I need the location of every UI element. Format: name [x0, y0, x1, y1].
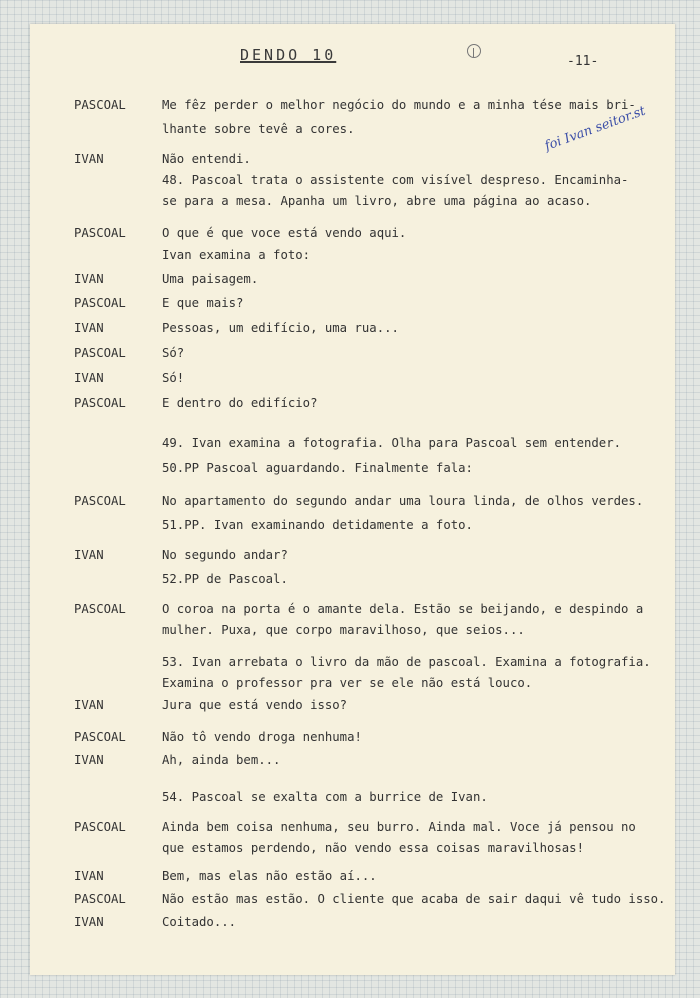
speaker-name: IVAN: [74, 869, 104, 883]
speaker-name: IVAN: [74, 915, 104, 929]
script-line: Coitado...: [162, 915, 237, 929]
punch-hole-mark: [467, 44, 481, 58]
speaker-name: PASCOAL: [74, 296, 126, 310]
script-line: Uma paisagem.: [162, 272, 259, 286]
script-line: No apartamento do segundo andar uma loura linda, de olhos verdes.: [162, 494, 644, 508]
script-line: 54. Pascoal se exalta com a burrice de Ivan.: [162, 790, 488, 804]
script-line: Me fêz perder o melhor negócio do mundo e a minha tése mais bri-: [162, 98, 636, 112]
script-line: 49. Ivan examina a fotografia. Olha para Pascoal sem entender.: [162, 436, 622, 450]
script-line: Ah, ainda bem...: [162, 753, 281, 767]
script-line: E dentro do edifício?: [162, 396, 318, 410]
script-line: O coroa na porta é o amante dela. Estão se beijando, e despindo a: [162, 602, 644, 616]
script-line: 50.PP Pascoal aguardando. Finalmente fala:: [162, 461, 473, 475]
script-line: Pessoas, um edifício, uma rua...: [162, 321, 399, 335]
script-line: O que é que voce está vendo aqui.: [162, 226, 407, 240]
script-line: Não estão mas estão. O cliente que acaba de sair daqui vê tudo isso.: [162, 892, 666, 906]
speaker-name: IVAN: [74, 548, 104, 562]
page-number: -11-: [567, 54, 599, 69]
script-line: E que mais?: [162, 296, 244, 310]
script-line: Ivan examina a foto:: [162, 248, 311, 262]
script-line: se para a mesa. Apanha um livro, abre uma página ao acaso.: [162, 194, 592, 208]
speaker-name: PASCOAL: [74, 820, 126, 834]
script-line: Jura que está vendo isso?: [162, 698, 348, 712]
script-line: 48. Pascoal trata o assistente com visível despreso. Encaminha-: [162, 173, 629, 187]
script-line: Não tô vendo droga nenhuma!: [162, 730, 362, 744]
script-line: 51.PP. Ivan examinando detidamente a foto.: [162, 518, 473, 532]
speaker-name: PASCOAL: [74, 892, 126, 906]
page-title: DENDO 10: [240, 46, 337, 64]
script-line: lhante sobre tevê a cores.: [162, 122, 355, 136]
speaker-name: IVAN: [74, 152, 104, 166]
speaker-name: IVAN: [74, 371, 104, 385]
typed-page: [30, 24, 675, 975]
speaker-name: PASCOAL: [74, 226, 126, 240]
speaker-name: IVAN: [74, 272, 104, 286]
script-line: Só?: [162, 346, 185, 360]
script-line: Bem, mas elas não estão aí...: [162, 869, 377, 883]
script-line: 53. Ivan arrebata o livro da mão de pascoal. Examina a fotografia.: [162, 655, 651, 669]
script-line: Não entendi.: [162, 152, 251, 166]
speaker-name: PASCOAL: [74, 396, 126, 410]
script-line: mulher. Puxa, que corpo maravilhoso, que seios...: [162, 623, 525, 637]
script-line: Só!: [162, 371, 185, 385]
script-line: que estamos perdendo, não vendo essa coisas maravilhosas!: [162, 841, 584, 855]
speaker-name: PASCOAL: [74, 98, 126, 112]
speaker-name: IVAN: [74, 698, 104, 712]
script-line: No segundo andar?: [162, 548, 288, 562]
speaker-name: PASCOAL: [74, 346, 126, 360]
speaker-name: PASCOAL: [74, 494, 126, 508]
speaker-name: IVAN: [74, 753, 104, 767]
script-line: Ainda bem coisa nenhuma, seu burro. Ainda mal. Voce já pensou no: [162, 820, 636, 834]
speaker-name: IVAN: [74, 321, 104, 335]
script-line: Examina o professor pra ver se ele não está louco.: [162, 676, 533, 690]
handwritten-note: foi Ivan seitor.st: [542, 103, 648, 154]
speaker-name: PASCOAL: [74, 602, 126, 616]
script-line: 52.PP de Pascoal.: [162, 572, 288, 586]
speaker-name: PASCOAL: [74, 730, 126, 744]
